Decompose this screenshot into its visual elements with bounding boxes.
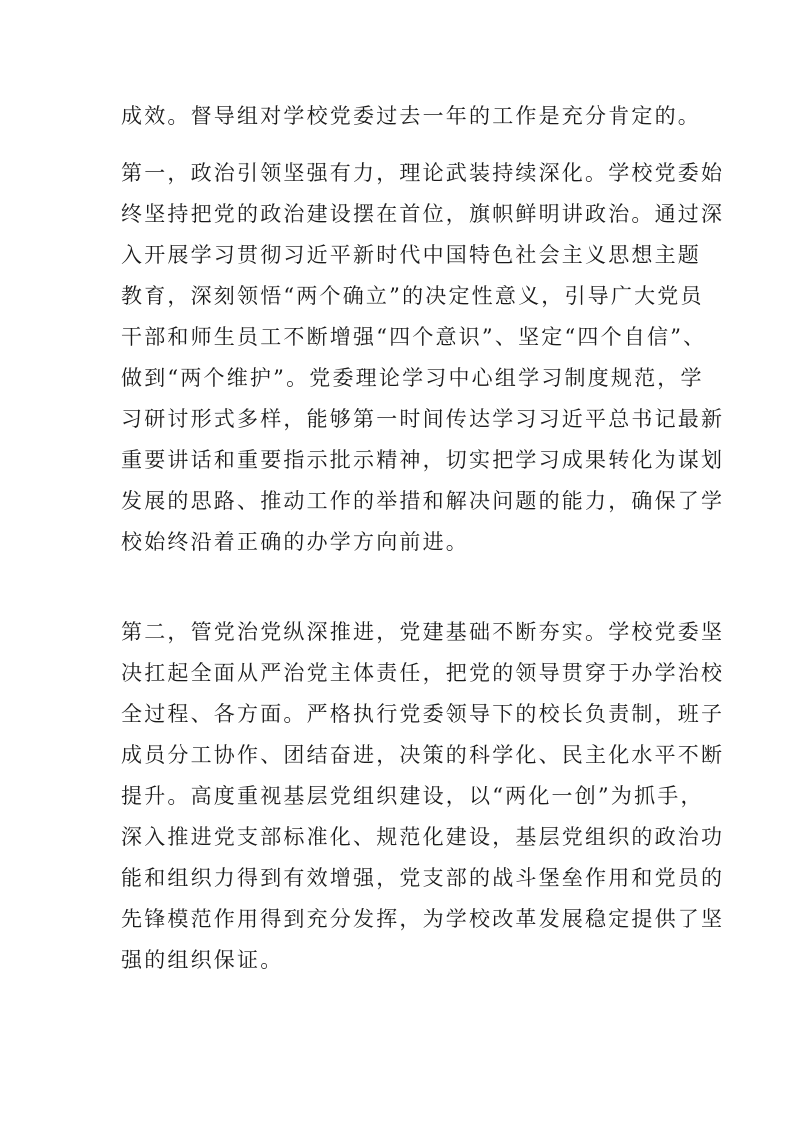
text-line: 深入推进党支部标准化、规范化建设，基层党组织的政治功 — [121, 825, 725, 849]
text-line: 习研讨形式多样，能够第一时间传达学习习近平总书记最新 — [121, 407, 725, 431]
text-line: 重要讲话和重要指示批示精神，切实把学习成果转化为谋划 — [121, 448, 725, 472]
text-line: 教育，深刻领悟“两个确立”的决定性意义，引导广大党员 — [121, 284, 704, 308]
text-line: 校始终沿着正确的办学方向前进。 — [121, 530, 469, 554]
text-line: 全过程、各方面。严格执行党委领导下的校长负责制，班子 — [121, 702, 725, 726]
text-line: 先锋模范作用得到充分发挥，为学校改革发展稳定提供了坚 — [121, 907, 725, 931]
text-line: 成员分工协作、团结奋进，决策的科学化、民主化水平不断 — [121, 743, 725, 767]
text-line: 成效。督导组对学校党委过去一年的工作是充分肯定的。 — [121, 104, 701, 128]
text-line: 决扛起全面从严治党主体责任，把党的领导贯穿于办学治校 — [121, 661, 725, 685]
text-line: 能和组织力得到有效增强，党支部的战斗堡垒作用和党员的 — [121, 866, 725, 890]
text-line: 发展的思路、推动工作的举措和解决问题的能力，确保了学 — [121, 489, 725, 513]
text-line: 强的组织保证。 — [121, 948, 284, 972]
text-line: 干部和师生员工不断增强“四个意识”、坚定“四个自信”、 — [121, 325, 707, 349]
text-line: 第一，政治引领坚强有力，理论武装持续深化。学校党委始 — [121, 161, 725, 185]
text-line: 第二，管党治党纵深推进，党建基础不断夯实。学校党委坚 — [121, 620, 725, 644]
text-line: 提升。高度重视基层党组织建设，以“两化一创”为抓手， — [121, 784, 704, 808]
text-line: 终坚持把党的政治建设摆在首位，旗帜鲜明讲政治。通过深 — [121, 202, 725, 226]
text-line: 做到“两个维护”。党委理论学习中心组学习制度规范，学 — [121, 366, 704, 390]
text-line: 入开展学习贯彻习近平新时代中国特色社会主义思想主题 — [121, 243, 701, 267]
